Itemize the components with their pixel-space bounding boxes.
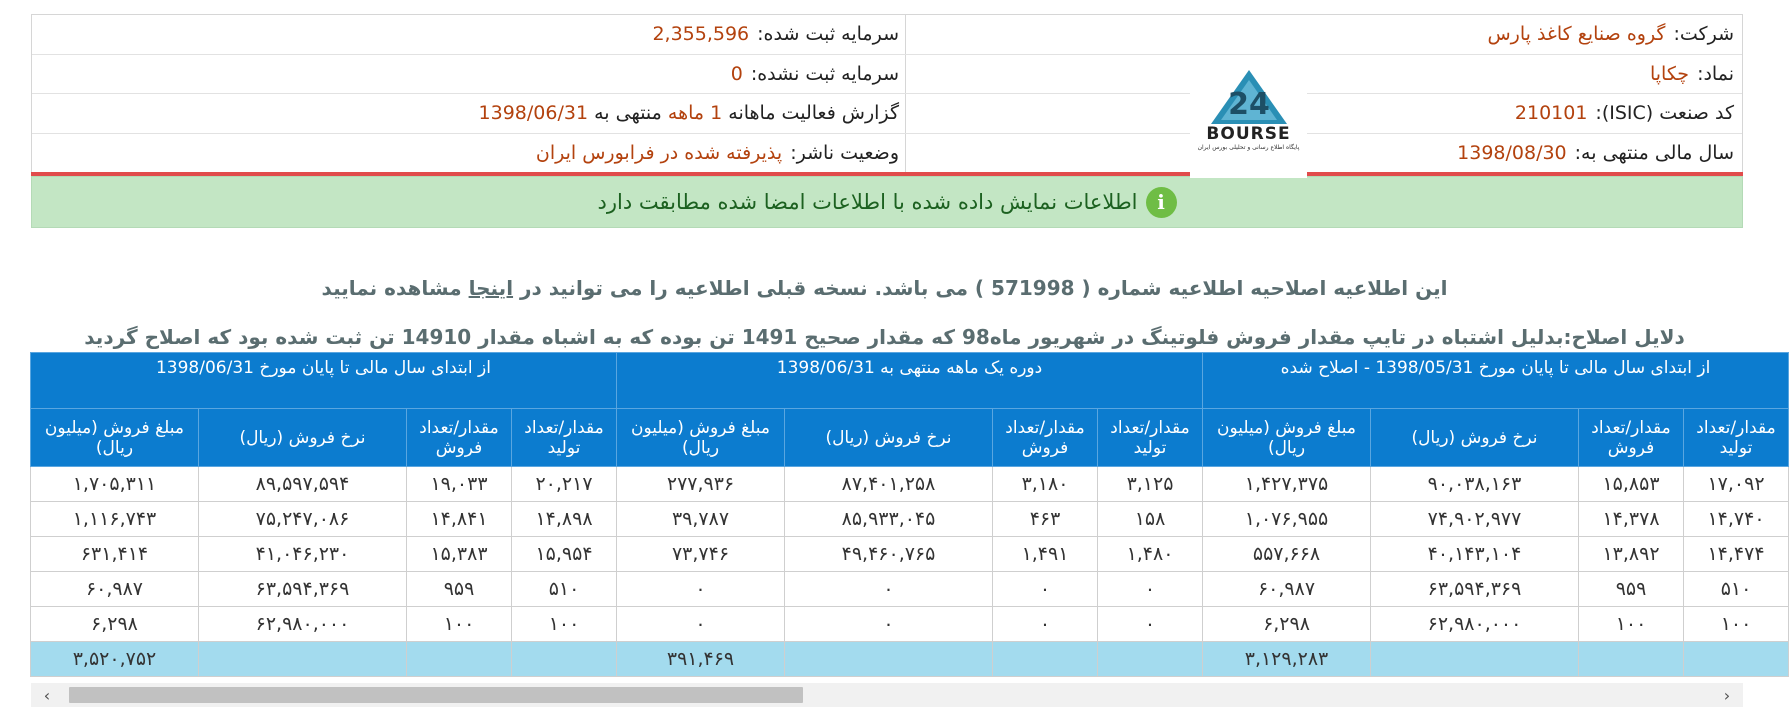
col-sales-rate: نرخ فروش (ریال) [785,409,993,467]
table-cell: ۹۵۹ [407,572,512,607]
total-cell: ۳۹۱,۴۶۹ [617,642,785,677]
group-header-row [30,353,1788,409]
table-cell: ۰ [1098,572,1203,607]
group-header-month: دوره یک ماهه منتهی به 1398/06/31 [617,353,1203,409]
unregistered-capital-value: 0 [730,62,743,85]
fiscal-year-label: سال مالی منتهی به: [1574,142,1734,165]
table-cell: ۱۰۰ [512,607,617,642]
table-cell: ۱۷,۰۹۲ [1684,467,1789,502]
correction-text-before: این اطلاعیه اصلاحیه اطلاعیه شماره ( 571998 ) می باشد. نسخه قبلی اطلاعیه را می توانید در [520,276,1448,300]
isic-row [906,94,1742,134]
table-cell: ۷۳,۷۴۶ [617,537,785,572]
table-cell: ۱۹,۰۳۳ [407,467,512,502]
scrollbar-thumb[interactable] [69,687,803,703]
sub-header-row [30,409,1788,467]
table-cell: ۱,۰۷۶,۹۵۵ [1203,502,1371,537]
table-cell: ۲۷۷,۹۳۶ [617,467,785,502]
table-cell: ۷۴,۹۰۲,۹۷۷ [1371,502,1579,537]
total-cell: ۳,۱۲۹,۲۸۳ [1203,642,1371,677]
signature-match-notice [31,176,1743,228]
table-cell: ۱۵,۳۸۳ [407,537,512,572]
table-cell: ۶۳۱,۴۱۴ [30,537,198,572]
table-cell: ۰ [1098,607,1203,642]
col-sales-qty: مقدار/تعداد فروش [1579,409,1684,467]
table-cell: ۵۱۰ [512,572,617,607]
correction-reason: دلایل اصلاح:بدلیل اشتباه در تایپ مقدار فروش فلوتینگ در شهریور ماه98 که مقدار صحیح 1491 تن بوده که به اشباه مقدار 14910 تن ثبت شده بود که اصلاح گردید [84,325,1685,349]
company-info-left [32,15,907,173]
table-cell: ۰ [617,607,785,642]
report-middle: منتهی به [594,102,662,125]
col-production-qty: مقدار/تعداد تولید [512,409,617,467]
table-cell: ۰ [785,607,993,642]
table-cell: ۶۳,۵۹۴,۳۶۹ [1371,572,1579,607]
col-sales-rate: نرخ فروش (ریال) [199,409,407,467]
group-header-prev-period: از ابتدای سال مالی تا پایان مورخ 1398/05/31 - اصلاح شده [1203,353,1789,409]
table-cell: ۳۹,۷۸۷ [617,502,785,537]
info-icon: i [1146,187,1177,218]
publisher-status-label: وضعیت ناشر: [790,142,899,165]
previous-version-link[interactable]: اینجا [468,276,514,300]
col-sales-rate: نرخ فروش (ریال) [1371,409,1579,467]
registered-capital-label: سرمایه ثبت شده: [757,23,899,46]
table-cell: ۱,۱۱۶,۷۴۳ [30,502,198,537]
table-cell: ۶۳,۵۹۴,۳۶۹ [199,572,407,607]
table-cell: ۱۴,۸۹۸ [512,502,617,537]
table-cell: ۱,۴۲۷,۳۷۵ [1203,467,1371,502]
table-row [30,467,1788,502]
table-cell: ۱۳,۸۹۲ [1579,537,1684,572]
total-cell [407,642,512,677]
table-cell: ۰ [785,572,993,607]
report-row [32,94,907,134]
report-date: 1398/06/31 [478,102,589,125]
table-cell: ۴۹,۴۶۰,۷۶۵ [785,537,993,572]
unregistered-capital-row [32,55,907,95]
total-cell [993,642,1098,677]
unregistered-capital-label: سرمایه ثبت نشده: [750,62,899,85]
table-cell: ۱۴,۴۷۴ [1684,537,1789,572]
scroll-left-arrow-icon[interactable]: ‹ [43,685,51,705]
publisher-status-value: پذیرفته شده در فرابورس ایران [535,142,783,165]
table-body [30,467,1788,677]
total-cell [199,642,407,677]
table-cell: ۳,۱۲۵ [1098,467,1203,502]
table-cell: ۶۰,۹۸۷ [30,572,198,607]
symbol-label: نماد: [1697,62,1734,85]
col-production-qty: مقدار/تعداد تولید [1684,409,1789,467]
company-info-panel [31,14,1743,174]
total-cell [785,642,993,677]
company-value: گروه صنایع کاغذ پارس [1487,23,1666,46]
correction-text-after: مشاهده نمایید [321,276,462,300]
table-cell: ۱۴,۸۴۱ [407,502,512,537]
isic-value: 210101 [1514,102,1588,125]
registered-capital-row [32,15,907,55]
table-cell: ۰ [993,572,1098,607]
total-cell: ۳,۵۲۰,۷۵۲ [30,642,198,677]
table-cell: ۰ [993,607,1098,642]
company-info-right [905,15,1742,173]
total-cell [512,642,617,677]
table-cell: ۱۰۰ [1579,607,1684,642]
table-cell: ۱۵,۹۵۴ [512,537,617,572]
total-cell [1098,642,1203,677]
logo-subtitle: پایگاه اطلاع رسانی و تحلیلی بورس ایران [1197,144,1300,151]
table-cell: ۹۰,۰۳۸,۱۶۳ [1371,467,1579,502]
table-cell: ۱,۴۹۱ [993,537,1098,572]
fiscal-year-row [906,134,1742,174]
table-cell: ۷۵,۲۴۷,۰۸۶ [199,502,407,537]
table-cell: ۱۴,۷۴۰ [1684,502,1789,537]
col-sales-amount: مبلغ فروش (میلیون ریال) [1203,409,1371,467]
table-cell: ۱,۴۸۰ [1098,537,1203,572]
svg-text:24: 24 [1227,87,1270,122]
registered-capital-value: 2,355,596 [652,23,750,46]
company-label: شرکت: [1673,23,1734,46]
isic-label: کد صنعت (ISIC): [1595,102,1734,125]
table-cell: ۹۵۹ [1579,572,1684,607]
scroll-right-arrow-icon[interactable]: › [1723,685,1731,705]
col-sales-qty: مقدار/تعداد فروش [993,409,1098,467]
table-cell: ۵۱۰ [1684,572,1789,607]
table-cell: ۸۷,۴۰۱,۲۵۸ [785,467,993,502]
bourse-logo-icon [1209,68,1289,126]
table-cell: ۴۰,۱۴۳,۱۰۴ [1371,537,1579,572]
table-row [30,572,1788,607]
table-row [30,537,1788,572]
publisher-status-row [32,134,907,174]
table-cell: ۲۰,۲۱۷ [512,467,617,502]
table-cell: ۶,۲۹۸ [1203,607,1371,642]
table-cell: ۶۲,۹۸۰,۰۰۰ [199,607,407,642]
table-cell: ۱۴,۳۷۸ [1579,502,1684,537]
table-cell: ۵۵۷,۶۶۸ [1203,537,1371,572]
table-cell: ۱۰۰ [1684,607,1789,642]
horizontal-scrollbar[interactable] [31,683,1743,707]
table-cell: ۱۵,۸۵۳ [1579,467,1684,502]
company-row [906,15,1742,55]
table-cell: ۴۱,۰۴۶,۲۳۰ [199,537,407,572]
symbol-value: چکاپا [1649,62,1690,85]
report-months: 1 ماهه [667,102,723,125]
table-cell: ۸۹,۵۹۷,۵۹۴ [199,467,407,502]
report-prefix: گزارش فعالیت ماهانه [728,102,899,125]
table-cell: ۴۶۳ [993,502,1098,537]
sales-table-viewport[interactable] [31,352,1776,683]
group-header-ytd: از ابتدای سال مالی تا پایان مورخ 1398/06/31 [30,353,616,409]
fiscal-year-value: 1398/08/30 [1457,142,1567,165]
symbol-row [906,55,1742,95]
col-production-qty: مقدار/تعداد تولید [1098,409,1203,467]
table-cell: ۶۲,۹۸۰,۰۰۰ [1371,607,1579,642]
bourse-logo [1190,62,1307,178]
table-cell: ۶,۲۹۸ [30,607,198,642]
col-sales-amount: مبلغ فروش (میلیون ریال) [617,409,785,467]
total-cell [1579,642,1684,677]
logo-word: BOURSE [1206,124,1291,144]
sales-table [30,352,1789,677]
col-sales-amount: مبلغ فروش (میلیون ریال) [30,409,198,467]
table-cell: ۰ [617,572,785,607]
table-row [30,502,1788,537]
table-cell: ۱۵۸ [1098,502,1203,537]
table-cell: ۳,۱۸۰ [993,467,1098,502]
correction-notice [0,276,1769,300]
total-cell [1684,642,1789,677]
totals-row [30,642,1788,677]
table-cell: ۶۰,۹۸۷ [1203,572,1371,607]
col-sales-qty: مقدار/تعداد فروش [407,409,512,467]
table-cell: ۱۰۰ [407,607,512,642]
table-row [30,607,1788,642]
table-cell: ۱,۷۰۵,۳۱۱ [30,467,198,502]
notice-text: اطلاعات نمایش داده شده با اطلاعات امضا شده مطابقت دارد [597,190,1138,214]
total-cell [1371,642,1579,677]
table-cell: ۸۵,۹۳۳,۰۴۵ [785,502,993,537]
